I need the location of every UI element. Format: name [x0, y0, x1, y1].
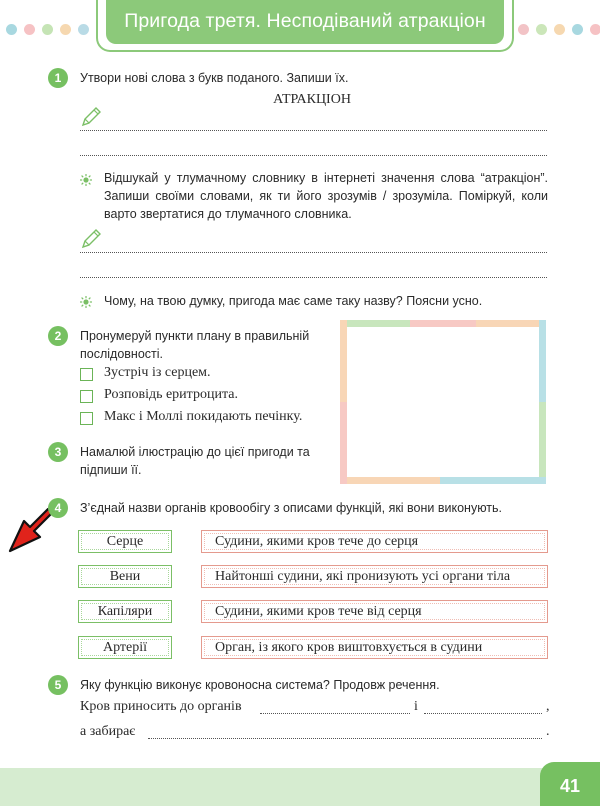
sentence-conjunction: і: [414, 699, 418, 714]
footer-band: [0, 768, 600, 806]
organ-box-capillaries[interactable]: Капіляри: [78, 600, 172, 623]
task-number-1: 1: [48, 68, 68, 88]
organ-box-heart[interactable]: Серце: [78, 530, 172, 553]
function-box[interactable]: Судини, якими кров тече від серця: [201, 600, 548, 623]
answer-line[interactable]: [148, 738, 542, 739]
order-checkbox[interactable]: [80, 368, 93, 381]
function-box[interactable]: Найтонші судини, які пронизують усі органи тіла: [201, 565, 548, 588]
drawing-frame[interactable]: [340, 320, 546, 484]
sentence-start: а забирає: [80, 724, 136, 739]
plan-item: Зустріч із серцем.: [104, 365, 211, 380]
answer-line[interactable]: [80, 252, 547, 253]
pencil-icon: [80, 106, 102, 128]
answer-line[interactable]: [260, 713, 410, 714]
function-box[interactable]: Орган, із якого кров виштовхується в судини: [201, 636, 548, 659]
task1-instruction: Утвори нові слова з букв поданого. Запиши їх.: [80, 71, 349, 85]
header-dots-left: [0, 24, 96, 36]
sentence-start: Кров приносить до органів: [80, 699, 242, 714]
organ-box-veins[interactable]: Вени: [78, 565, 172, 588]
answer-line[interactable]: [80, 155, 547, 156]
function-box[interactable]: Судини, якими кров тече до серця: [201, 530, 548, 553]
task5-instruction: Яку функцію виконує кровоносна система? Продовж речення.: [80, 678, 440, 692]
task3-instruction: Намалюй ілюстрацію до цієї пригоди та підпиши її.: [80, 445, 310, 477]
page-number: 41: [540, 762, 600, 806]
task1-word: АТРАКЦІОН: [273, 92, 351, 107]
plan-item: Макс і Моллі покидають печінку.: [104, 409, 303, 424]
organ-box-arteries[interactable]: Артерії: [78, 636, 172, 659]
header-dots-right: [514, 24, 600, 36]
plan-item: Розповідь еритроцита.: [104, 387, 238, 402]
task-number-3: 3: [48, 442, 68, 462]
task1-sub2-text: Чому, на твою думку, пригода має саме таку назву? Поясни усно.: [104, 294, 483, 308]
task4-instruction: З’єднай назви органів кровообігу з описами функцій, які вони виконують.: [80, 501, 503, 515]
answer-line[interactable]: [424, 713, 542, 714]
sentence-comma: ,: [546, 699, 550, 714]
star-bullet-icon: [80, 174, 92, 186]
task2-instruction: Пронумеруй пункти плану в правильній послідовності.: [80, 329, 310, 361]
task-number-5: 5: [48, 675, 68, 695]
star-bullet-icon: [80, 296, 92, 308]
pencil-icon: [80, 228, 102, 250]
task-number-4: 4: [48, 498, 68, 518]
answer-line[interactable]: [80, 130, 547, 131]
chapter-title-box: [96, 0, 514, 52]
task1-sub1-text: Відшукай у тлумачному словнику в інтернеті значення слова “атракціон”. Запиши своїми словами, як ти його зрозумів / зрозуміла. Поміркуй, коли варто звертатися до тлумачного словника.: [104, 171, 548, 221]
order-checkbox[interactable]: [80, 412, 93, 425]
task-number-2: 2: [48, 326, 68, 346]
answer-line[interactable]: [80, 277, 547, 278]
sentence-period: .: [546, 724, 550, 739]
order-checkbox[interactable]: [80, 390, 93, 403]
chapter-title: Пригода третя. Несподіваний атракціон: [106, 0, 504, 44]
